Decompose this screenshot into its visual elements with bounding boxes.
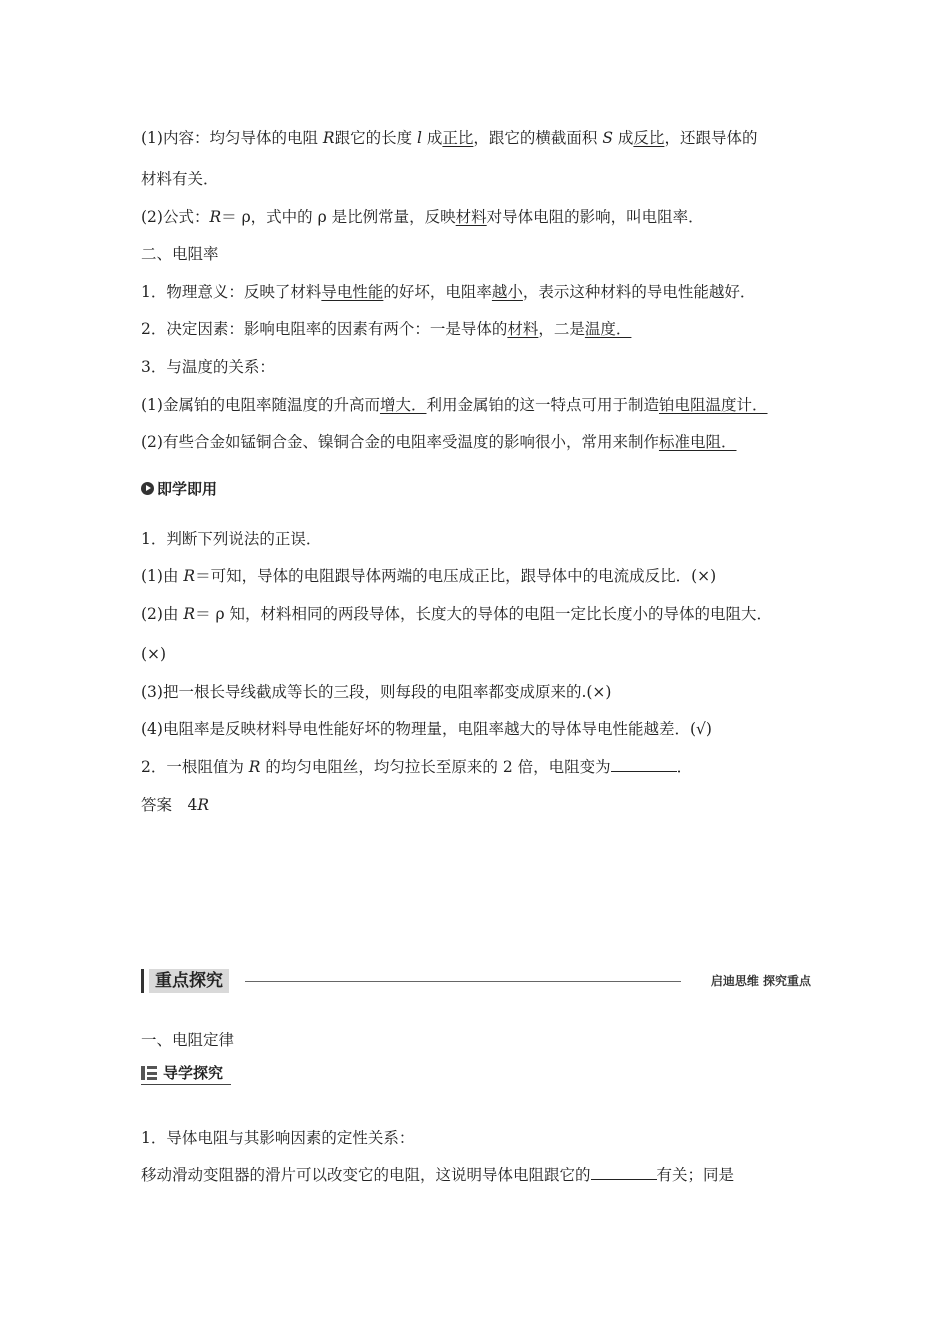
practice-q1-2: (2)由 R＝ ρ 知，材料相同的两段导体，长度大的导体的电阻一定比长度小的导体的电阻大． [141, 605, 773, 623]
section-banner [141, 966, 811, 996]
answer-zhengbi: 正比 [442, 129, 474, 147]
practice-q2: 2．一根阻值为 R 的均匀电阻丝，均匀拉长至原来的 2 倍，电阻变为 ． [141, 758, 693, 776]
play-circle-icon [141, 482, 154, 495]
resistivity-platinum: (1)金属铂的电阻率随温度的升高而增大．利用金属铂的这一特点可用于制造铂电阻温度计． [141, 396, 768, 414]
practice-q1: 1．判断下列说法的正误． [141, 530, 322, 548]
law-formula-line: (2)公式：R＝ ρ，式中的 ρ 是比例常量，反映材料对导体电阻的影响，叫电阻率． [141, 208, 704, 226]
resistivity-alloy: (2)有些合金如锰铜合金、镍铜合金的电阻率受温度的影响很小，常用来制作标准电阻． [141, 433, 737, 451]
inquiry-q1-text: 移动滑动变阻器的滑片可以改变它的电阻，这说明导体电阻跟它的 有关；同是 [141, 1166, 735, 1184]
practice-q1-4: (4)电阻率是反映材料导电性能好坏的物理量，电阻率越大的导体导电性能越差．(√) [141, 720, 712, 738]
list-icon [141, 1066, 157, 1080]
law-section-heading: 一、电阻定律 [141, 1031, 235, 1049]
guided-inquiry-heading: 导学探究 [141, 1062, 231, 1085]
banner-rule [245, 981, 681, 982]
banner-bar [141, 969, 144, 993]
practice-q1-2-verdict: (×) [141, 645, 167, 663]
law-content-line-2: 材料有关． [141, 170, 219, 188]
resistivity-meaning: 1．物理意义：反映了材料导电性能的好坏，电阻率越小，表示这种材料的导电性能越好． [141, 283, 756, 301]
banner-title: 重点探究 [149, 969, 229, 993]
resistivity-temperature: 3．与温度的关系： [141, 358, 275, 376]
fill-blank [591, 1165, 657, 1180]
practice-answer: 答案 4R [141, 796, 210, 814]
fill-blank [611, 757, 677, 772]
inquiry-q1: 1．导体电阻与其影响因素的定性关系： [141, 1129, 415, 1147]
resistivity-factors: 2．决定因素：影响电阻率的因素有两个：一是导体的材料，二是温度． [141, 320, 632, 338]
practice-q1-1: (1)由 R＝可知，导体的电阻跟导体两端的电压成正比，跟导体中的电流成反比．(×) [141, 567, 717, 585]
banner-tagline: 启迪思维 探究重点 [710, 974, 811, 988]
practice-heading: 即学即用 [141, 479, 217, 499]
practice-q1-3: (3)把一根长导线截成等长的三段，则每段的电阻率都变成原来的.(×) [141, 683, 612, 701]
answer-cailiao: 材料 [455, 208, 487, 226]
law-content-line-1: (1)内容：均匀导体的电阻 R跟它的长度 l 成正比，跟它的横截面积 S 成反比，还跟导体的 [141, 129, 758, 147]
resistivity-heading: 二、电阻率 [141, 245, 219, 263]
answer-fanbi: 反比 [633, 129, 665, 147]
